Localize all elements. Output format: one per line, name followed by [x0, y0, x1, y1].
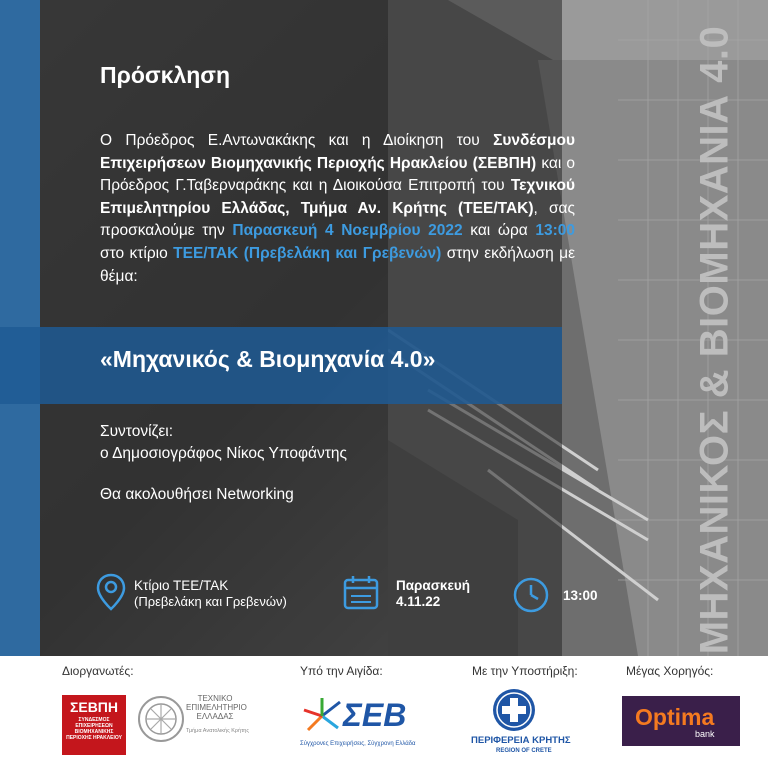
tee-line: ΕΛΛΑΔΑΣ — [196, 712, 234, 721]
location-address: (Πρεβελάκη και Γρεβενών) — [134, 594, 287, 609]
sev-logo: ΣΕΒ — [343, 697, 407, 733]
tee-emblem-icon — [136, 690, 186, 748]
calendar-icon — [340, 574, 382, 612]
date-value: 4.11.22 — [396, 594, 441, 609]
vertical-title: ΜΗΧΑΝΙΚΟΣ & ΒΙΟΜΗΧΑΝΙΑ 4.0 — [692, 25, 737, 655]
sevpi-name: Συνδέσμου Επιχειρήσεων Βιομηχανικής Περιοχής Ηρακλείου (ΣΕΒΠΗ) — [100, 132, 575, 172]
event-time: 13:00 — [535, 222, 575, 240]
networking-note: Θα ακολουθήσει Networking — [100, 486, 294, 503]
sev-star-icon — [300, 696, 344, 736]
sevpi-logo — [62, 695, 126, 755]
date-day: Παρασκευή — [396, 578, 470, 593]
sevpi-line: ΣΥΝΔΕΣΜΟΣ — [78, 717, 110, 723]
coordinator-label: Συντονίζει: — [100, 423, 174, 440]
tee-name: Τεχνικού Επιμελητηρίου Ελλάδας, Τμήμα Αν. Κρήτης (ΤΕΕ/ΤΑΚ) — [100, 177, 575, 217]
optima-bank: bank — [695, 729, 715, 739]
optima-logo — [622, 696, 740, 746]
body-text: και ο Πρόεδρος Γ.Ταβερναράκης και η Διοικούσα Επιτροπή του — [100, 154, 576, 195]
tee-line: ΕΠΙΜΕΛΗΤΗΡΙΟ — [186, 703, 247, 712]
auspices-label: Υπό την Αιγίδα: — [300, 664, 383, 678]
sevpi-abbr: ΣΕΒΠΗ — [69, 699, 119, 715]
body-text: και ώρα — [462, 222, 536, 240]
location-name: Κτίριο ΤΕΕ/ΤΑΚ — [134, 578, 229, 593]
sevpi-line: ΒΙΟΜΗΧΑΝΙΚΗΣ — [74, 729, 114, 735]
sev-subtitle: Σύγχρονες Επιχειρήσεις, Σύγχρονη Ελλάδα — [300, 741, 416, 747]
event-date: Παρασκευή 4 Νοεμβρίου 2022 — [232, 222, 463, 240]
sevpi-line: ΠΕΡΙΟΧΗΣ ΗΡΑΚΛΕΙΟΥ — [66, 735, 122, 741]
time-info: 13:00 — [563, 588, 598, 603]
page-title: Πρόσκληση — [100, 62, 231, 88]
location-pin-icon — [95, 572, 127, 612]
body-text: στο κτίριο — [100, 244, 174, 262]
organizers-label: Διοργανωτές: — [62, 664, 134, 678]
crete-region-en: REGION OF CRETE — [496, 748, 552, 754]
support-label: Με την Υποστήριξη: — [472, 664, 578, 678]
crete-region-emblem-icon — [491, 687, 537, 733]
tee-logo-text — [186, 694, 247, 721]
sevpi-line: ΕΠΙΧΕΙΡΗΣΕΩΝ — [75, 723, 113, 729]
sponsor-label: Μέγας Χορηγός: — [626, 664, 714, 678]
coordinator-name: ο Δημοσιογράφος Νίκος Υποφάντης — [100, 445, 347, 462]
coordinator — [100, 421, 347, 465]
body-text: στην εκδήλωση με θέμα: — [100, 244, 575, 285]
optima-name: Optima — [635, 704, 715, 730]
event-venue: ΤΕΕ/ΤΑΚ (Πρεβελάκη και Γρεβενών) — [173, 244, 442, 262]
date-info — [396, 578, 470, 610]
body-text: , σας προσκαλούμε την — [100, 199, 575, 240]
invitation-text — [100, 130, 575, 288]
clock-icon — [512, 576, 550, 614]
event-topic: «Μηχανικός & Βιομηχανία 4.0» — [100, 346, 436, 372]
body-text: Ο Πρόεδρος Ε.Αντωνακάκης και η Διοίκηση του — [100, 132, 494, 149]
crete-region-name: ΠΕΡΙΦΕΡΕΙΑ ΚΡΗΤΗΣ — [471, 735, 571, 746]
tee-line: ΤΕΧΝΙΚΟ — [197, 694, 233, 703]
location-info — [134, 578, 287, 610]
tee-subtitle: Τμήμα Ανατολικής Κρήτης — [186, 728, 250, 734]
